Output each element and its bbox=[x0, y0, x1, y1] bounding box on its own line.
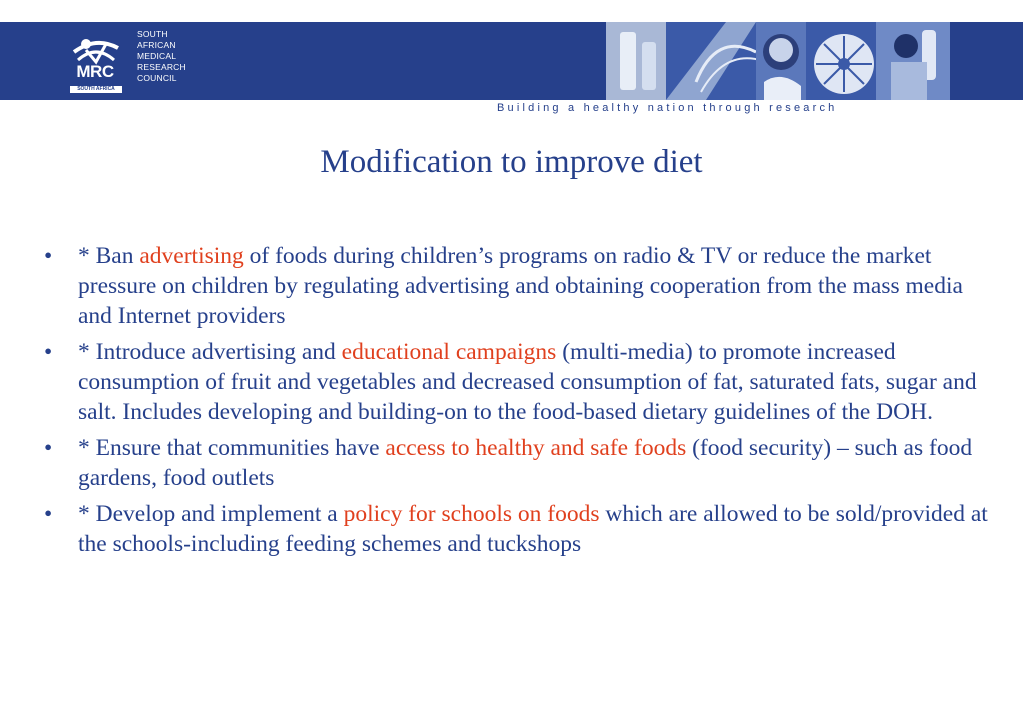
list-item bbox=[40, 499, 1000, 559]
bullet-text: * Ban bbox=[78, 243, 140, 269]
bullet-text: * Introduce advertising and bbox=[78, 339, 342, 365]
council-name bbox=[137, 29, 186, 84]
highlight-text: educational campaigns bbox=[341, 339, 557, 365]
highlight-text: advertising bbox=[139, 243, 244, 269]
bullet-text: which are allowed to be sold/provided at the schools-including feeding schemes and tuckshops bbox=[78, 501, 988, 557]
council-line: AFRICAN bbox=[137, 40, 176, 50]
highlight-text: access to healthy and safe foods bbox=[385, 435, 687, 461]
council-line: MEDICAL bbox=[137, 51, 177, 61]
list-item bbox=[40, 337, 1000, 427]
logo-text: MRC bbox=[76, 62, 114, 81]
bullet-dot: • bbox=[44, 243, 53, 269]
logo-subtext: SOUTH AFRICA bbox=[70, 86, 122, 93]
council-line: SOUTH bbox=[137, 29, 168, 39]
council-line: RESEARCH bbox=[137, 62, 186, 72]
bullet-text: * Ensure that communities have bbox=[78, 435, 386, 461]
slide-title: Modification to improve diet bbox=[320, 144, 703, 180]
highlight-text: policy for schools on foods bbox=[343, 501, 600, 527]
bullet-text: of foods during children’s programs on radio & TV or reduce the market pressure on children by regulating advertising and obtaining cooperation from the mass media and Internet providers bbox=[78, 243, 963, 329]
bullet-dot: • bbox=[44, 339, 53, 365]
council-line: COUNCIL bbox=[137, 73, 177, 83]
header-banner bbox=[0, 22, 1023, 100]
bullet-list bbox=[40, 241, 1000, 565]
list-item bbox=[40, 433, 1000, 493]
bullet-dot: • bbox=[44, 501, 53, 527]
bullet-text: (food security) – such as food gardens, food outlets bbox=[78, 435, 973, 491]
tagline: Building a healthy nation through research bbox=[497, 102, 838, 114]
bullet-text: (multi-media) to promote increased consumption of fruit and vegetables and decreased consumption of fat, saturated fats, sugar and salt. Includes developing and building-on to the food-based dietary guidelines of the DOH. bbox=[78, 339, 977, 425]
bullet-text: * Develop and implement a bbox=[78, 501, 344, 527]
bullet-dot: • bbox=[44, 435, 53, 461]
header-photo-collage bbox=[606, 22, 950, 100]
list-item bbox=[40, 241, 1000, 331]
